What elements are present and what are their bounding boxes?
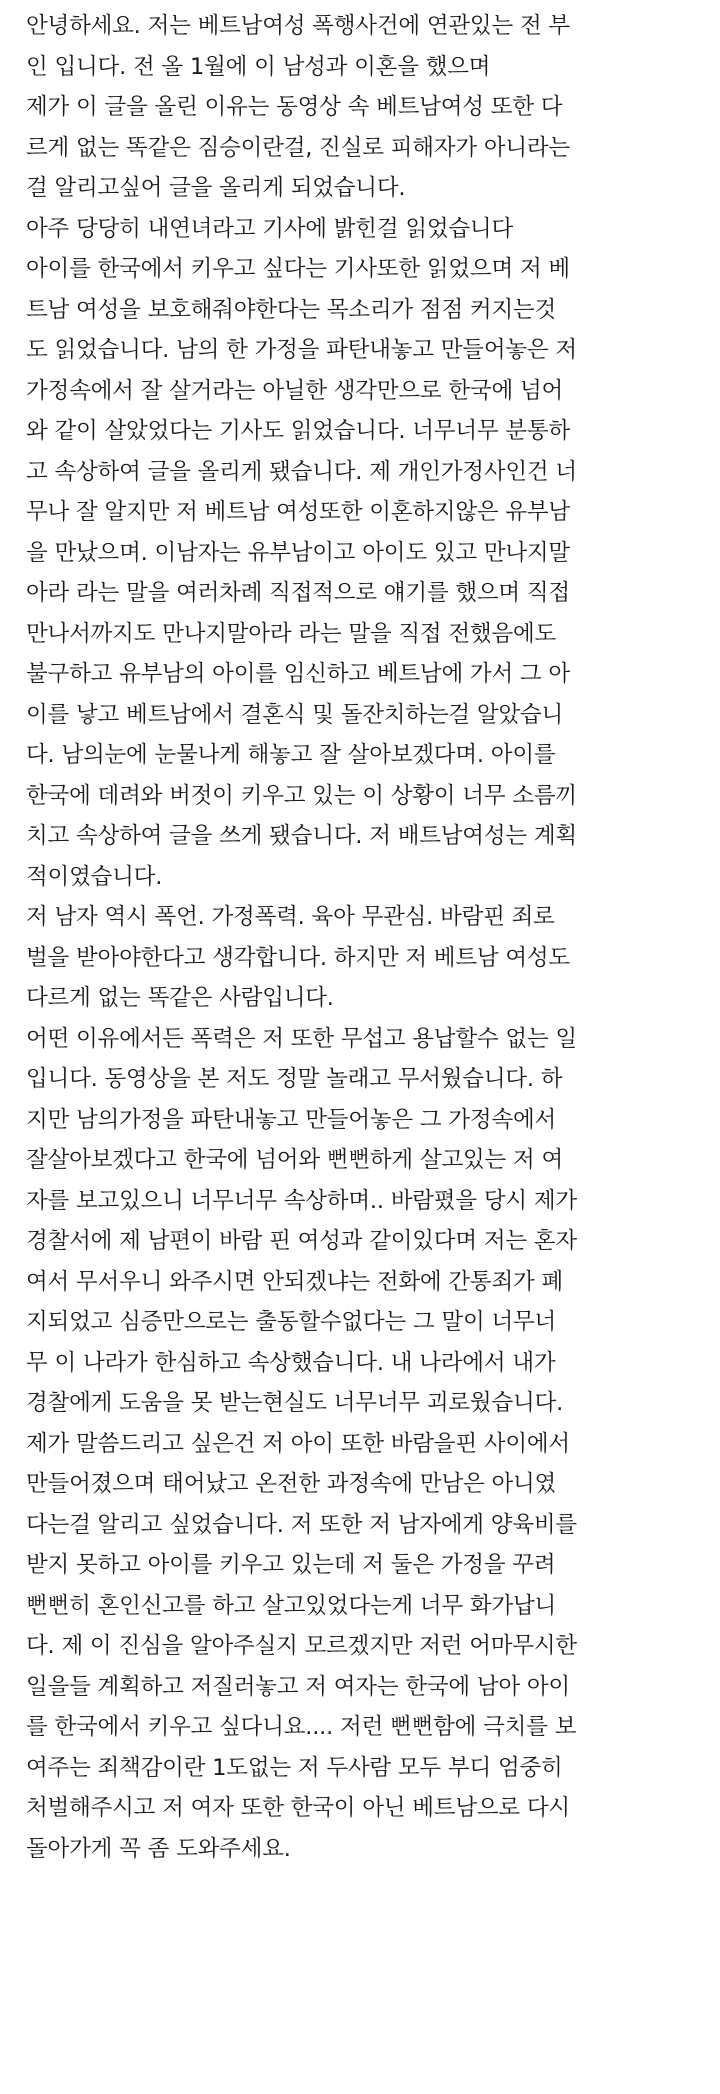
- text-line: 뻔뻔히 혼인신고를 하고 살고있었다는게 너무 화가납니: [26, 1592, 557, 1619]
- text-line: 일을들 계획하고 저질러놓고 저 여자는 한국에 남아 아이: [26, 1673, 570, 1700]
- text-line: 불구하고 유부남의 아이를 임신하고 베트남에 가서 그 아: [26, 661, 570, 687]
- text-line: 만들어졌으며 태어났고 온전한 과정속에 만남은 아니였: [26, 1471, 557, 1497]
- text-line: 다르게 없는 똑같은 사람입니다.: [26, 985, 334, 1011]
- text-line: 다. 제 이 진심을 알아주실지 모르겠지만 저런 어마무시한: [26, 1633, 577, 1659]
- text-line: 를 한국에서 키우고 싶다니요.... 저런 뻔뻔함에 극치를 보: [26, 1714, 577, 1740]
- text-line: 제가 이 글을 올린 이유는 동영상 속 베트남여성 또한 다: [26, 94, 563, 120]
- text-line: 한국에 데려와 버젓이 키우고 있는 이 상황이 너무 소름끼: [26, 782, 577, 809]
- text-line: 아주 당당히 내연녀라고 기사에 밝힌걸 읽었습니다: [26, 215, 513, 242]
- text-line: 치고 속상하여 글을 쓰게 됐습니다. 저 배트남여성는 계획: [26, 823, 577, 849]
- text-line: 지되었고 심증만으로는 출동할수없다는 그 말이 너무너: [26, 1309, 557, 1335]
- text-line: 잘살아보겠다고 한국에 넘어와 뻔뻔하게 살고있는 저 여: [26, 1147, 564, 1173]
- text-line: 벌을 받아야한다고 생각합니다. 하지만 저 베트남 여성도: [26, 944, 570, 971]
- text-line: 지만 남의가정을 파탄내놓고 만들어놓은 그 가정속에서: [26, 1106, 557, 1133]
- text-line: 와 같이 살았었다는 기사도 읽었습니다. 너무너무 분통하: [26, 418, 570, 444]
- text-line: 가정속에서 잘 살거라는 아닐한 생각만으로 한국에 넘어: [26, 377, 564, 404]
- text-line: 을 만났으며. 이남자는 유부남이고 아이도 있고 만나지말: [26, 539, 570, 566]
- text-line: 제가 말씀드리고 싶은건 저 아이 또한 바람을핀 사이에서: [26, 1430, 570, 1457]
- text-line: 르게 없는 똑같은 짐승이란걸, 진실로 피해자가 아니라는: [26, 134, 570, 161]
- letter-body: [26, 0, 706, 1869]
- text-line: 처벌해주시고 저 여자 또한 한국이 아닌 베트남으로 다시: [26, 1795, 570, 1821]
- text-line: 자를 보고있으니 너무너무 속상하며.. 바람폈을 당시 제가: [26, 1187, 577, 1214]
- text-line: 여주는 죄책감이란 1도없는 저 두사람 모두 부디 엄중히: [26, 1754, 563, 1781]
- text-line: 다는걸 알리고 싶었습니다. 저 또한 저 남자에게 양육비를: [26, 1511, 577, 1538]
- text-line: 아라 라는 말을 여러차례 직접적으로 얘기를 했으며 직접: [26, 580, 570, 606]
- text-line: 무나 잘 알지만 저 베트남 여성또한 이혼하지않은 유부남: [26, 499, 570, 525]
- text-line: 트남 여성을 보호해줘야한다는 목소리가 점점 커지는것: [26, 296, 557, 323]
- text-line: 받지 못하고 아이를 키우고 있는데 저 둘은 가정을 꾸려: [26, 1552, 556, 1578]
- text-line: 도 읽었습니다. 남의 한 가정을 파탄내놓고 만들어놓은 저: [26, 337, 577, 363]
- text-line: 저 남자 역시 폭언. 가정폭력. 육아 무관심. 바람핀 죄로: [26, 904, 555, 930]
- text-line: 입니다. 동영상을 본 저도 정말 놀래고 무서웠습니다. 하: [26, 1066, 563, 1092]
- text-line: 다. 남의눈에 눈물나게 해놓고 잘 살아보겠다며. 아이를: [26, 742, 556, 768]
- text-line: 아이를 한국에서 키우고 싶다는 기사또한 읽었으며 저 베: [26, 256, 570, 282]
- text-line: 어떤 이유에서든 폭력은 저 또한 무섭고 용납할수 없는 일: [26, 1025, 577, 1052]
- text-line: 이를 낳고 베트남에서 결혼식 및 돌잔치하는걸 알았습니: [26, 701, 564, 728]
- text-line: 인 입니다. 전 올 1월에 이 남성과 이혼을 했으며: [26, 53, 491, 80]
- text-line: 고 속상하여 글을 올리게 됐습니다. 제 개인가정사인건 너: [26, 458, 577, 485]
- text-line: 만나서까지도 만나지말아라 라는 말을 직접 전했음에도: [26, 620, 557, 647]
- text-line: 돌아가게 꼭 좀 도와주세요.: [26, 1835, 291, 1862]
- text-line: 안녕하세요. 저는 베트남여성 폭행사건에 연관있는 전 부: [26, 13, 570, 39]
- text-line: 적이였습니다.: [26, 863, 163, 890]
- text-line: 여서 무서우니 와주시면 안되겠냐는 전화에 간통죄가 폐: [26, 1268, 564, 1295]
- text-line: 걸 알리고싶어 글을 올리게 되었습니다.: [26, 175, 406, 201]
- text-line: 무 이 나라가 한심하고 속상했습니다. 내 나라에서 내가: [26, 1349, 556, 1376]
- text-line: 경찰에게 도움을 못 받는현실도 너무너무 괴로웠습니다.: [26, 1390, 564, 1416]
- text-line: 경찰서에 제 남편이 바람 핀 여성과 같이있다며 저는 혼자: [26, 1228, 577, 1254]
